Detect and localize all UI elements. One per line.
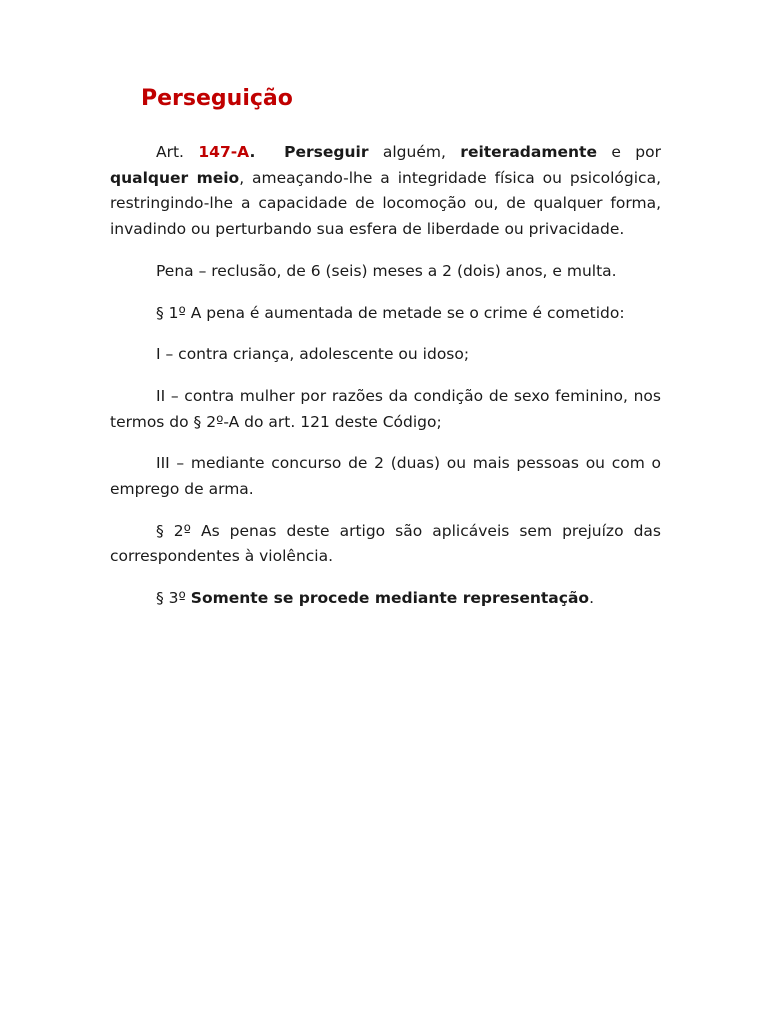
document-title: Perseguição — [141, 86, 293, 111]
article-verb: Perseguir — [284, 143, 369, 161]
paragraph-2: § 2º As penas deste artigo são aplicáveis sem prejuízo das correspondentes à violência. — [110, 521, 661, 566]
article-number: 147-A — [198, 143, 250, 161]
penalty-paragraph: Pena – reclusão, de 6 (seis) meses a 2 (dois) anos, e multa. — [156, 261, 617, 280]
article-term-qualquer-meio: qualquer meio — [110, 168, 240, 187]
article-text-2: e por — [596, 143, 661, 161]
article-period: . — [249, 143, 256, 161]
article-text-1: alguém, — [368, 143, 461, 161]
paragraph-3-bold-text: Somente se procede mediante representação — [190, 589, 590, 608]
document-body — [110, 140, 661, 628]
article-spacer — [255, 143, 284, 161]
paragraph-3 — [110, 586, 661, 612]
item-2: II – contra mulher por razões da condição de sexo feminino, nos termos do § 2º-A do art. 121 deste Código; — [110, 386, 661, 431]
article-term-reiteradamente: reiteradamente — [460, 143, 597, 161]
paragraph-3-suffix: . — [589, 589, 595, 608]
article-text-3: , ameaçando-lhe a integridade física ou psicológica, restringindo-lhe a capacidade de locomoção ou, de qualquer forma, invadindo ou perturbando sua esfera de liberdade ou privacidade. — [110, 168, 661, 239]
item-1: I – contra criança, adolescente ou idoso; — [156, 345, 470, 364]
article-paragraph — [110, 140, 661, 243]
article-prefix: Art. — [156, 143, 199, 161]
paragraph-3-prefix: § 3º — [156, 589, 191, 608]
paragraph-1: § 1º A pena é aumentada de metade se o crime é cometido: — [156, 303, 625, 322]
item-3: III – mediante concurso de 2 (duas) ou mais pessoas ou com o emprego de arma. — [110, 454, 661, 499]
